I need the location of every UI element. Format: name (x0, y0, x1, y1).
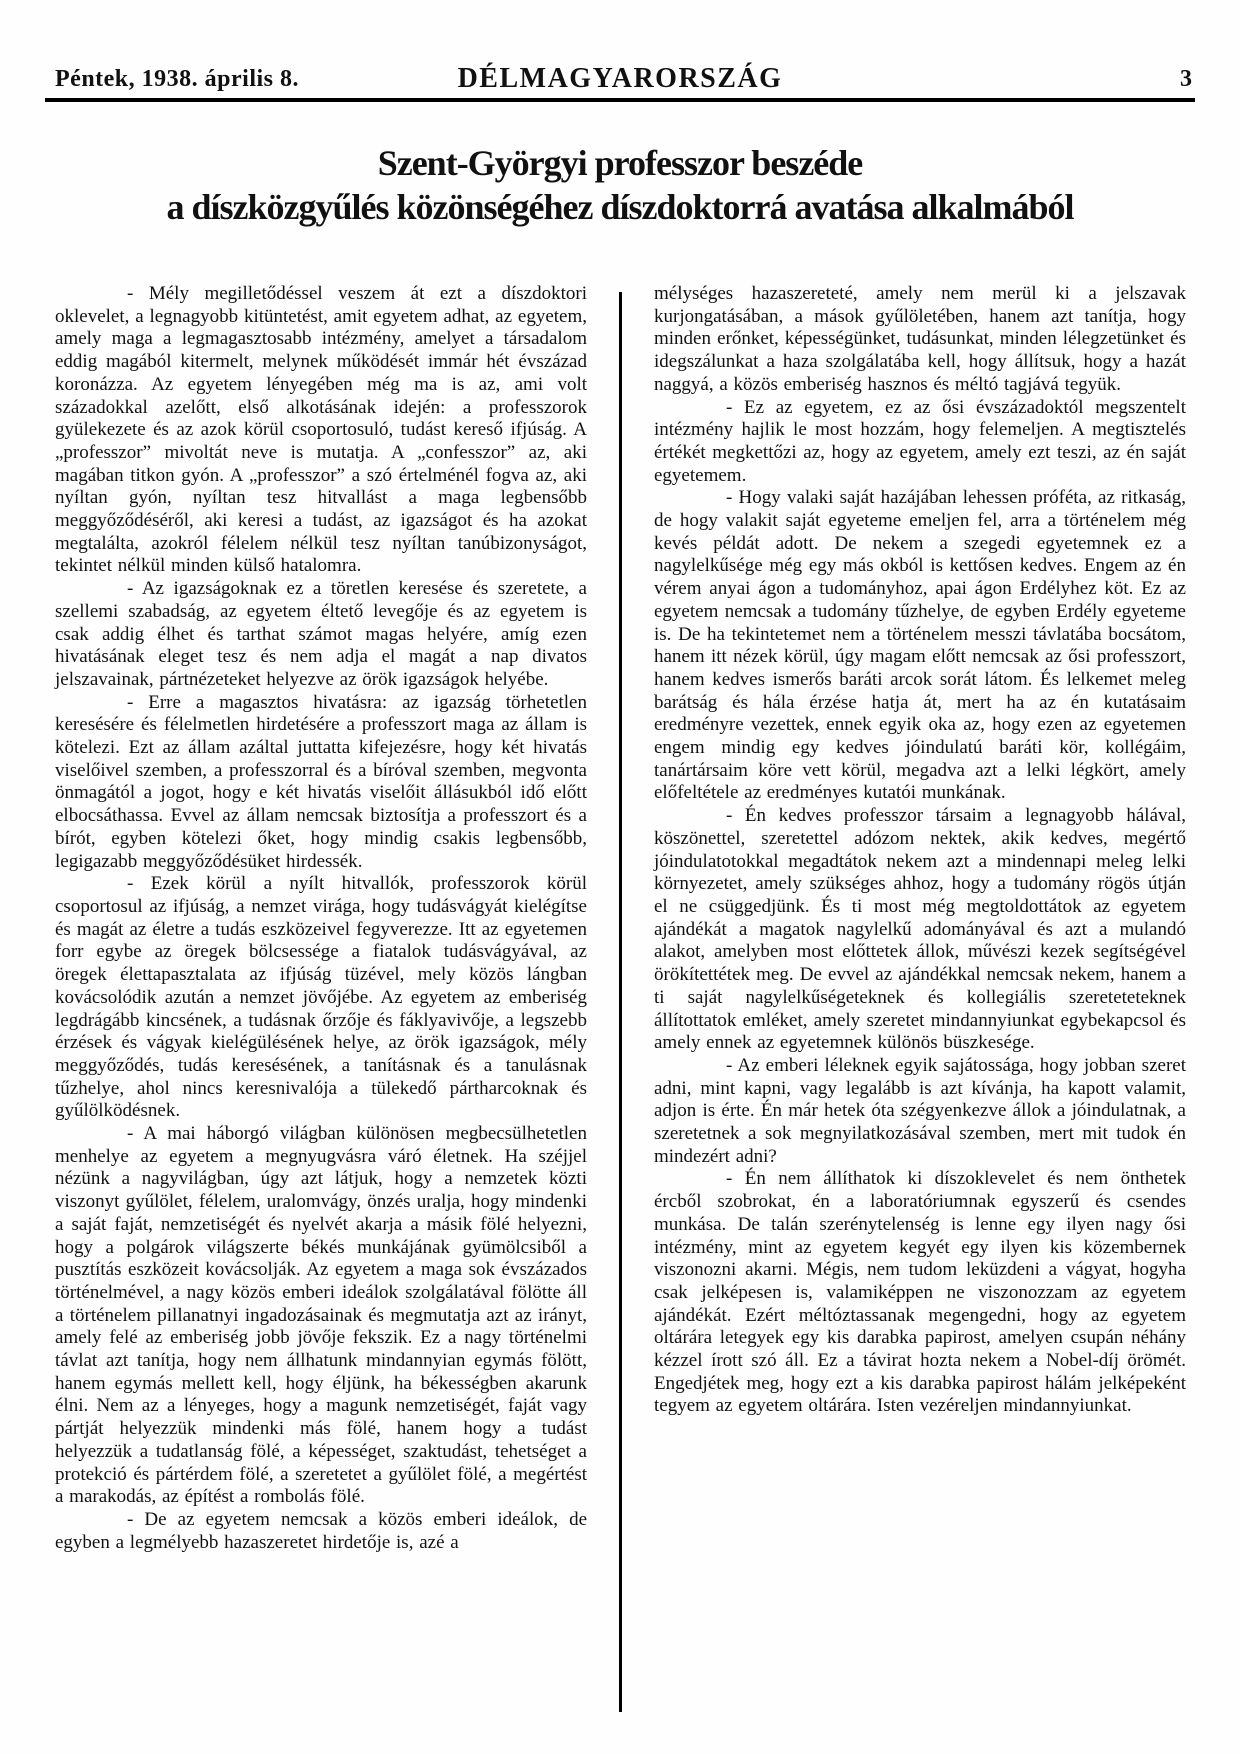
paragraph-left-1: - Mély megilletődéssel veszem át ezt a díszdoktori oklevelet, a legnagyobb kitüntetést, amit egyetem adhat, az egyetem, amely maga a legmagasztosabb intézmény, amelyet a társadalom eddig magából kitermelt, melynek működését immár hét évszázad koronázza. Az egyetem lényegében még ma is az, ami volt századokkal azelőtt, első alkotásának idején: a professzorok gyülekezete és az azok körül csoportosuló, tudást kereső ifjúság. A „professzor” mivoltát neve is mutatja. A „confesszor” az, aki magában titkon gyón. A „professzor” a szó értelménél fogva az, aki nyíltan gyón, nyíltan tesz hitvallást a maga legbensőbb meggyőződéséről, aki keresi a tudást, az igazságot és ha azokat megtalálta, azokról félelem nélkül tesz nyíltan tanúbizonyságot, tekintet nélkül minden külső hatalomra. (55, 283, 587, 577)
paragraph-left-4: - Ezek körül a nyílt hitvallók, professzorok körül csoportosul az ifjúság, a nemzet virága, hogy tudásvágyát kielégítse és magát az életre a tudás eszközeivel fegyverezze. Itt az egyetemen forr egybe az öregek bölcsessége a fiatalok tudásvágyával, az öregek élettapasztalata az ifjúság tüzével, mely közös lángban kovácsolódik azután a nemzet jövőjébe. Az egyetem az emberiség legdrágább kincsének, a tudásnak őrzője és fáklyavivője, a legszebb érzések és vágyak kielégülésének helye, az örök igazságok, mély meggyőződés, tudás keresésének, a tanításnak és a tanulásnak tűzhelye, ahol nincs keresnivalója a tülekedő pártharcoknak és gyűlölködésnek. (55, 873, 587, 1122)
paragraph-left-2: - Az igazságoknak ez a töretlen keresése és szeretete, a szellemi szabadság, az egyetem éltető levegője és az egyetem is csak addig élhet és tarthat számot magas helyére, amíg ezen hivatásának eleget tesz és nem adja el magát a nap divatos jelszavainak, pártnézeteket helyezve az örök igazságok helyébe. (55, 578, 587, 690)
header-rule (45, 98, 1195, 102)
issue-date: Péntek, 1938. április 8. (55, 66, 299, 92)
left-column (55, 283, 587, 1554)
right-column (654, 283, 1186, 1418)
headline-line-1: Szent-Györgyi professzor beszéde (377, 143, 863, 183)
paragraph-right-2: - Ez az egyetem, ez az ősi évszázadoktól megszentelt intézmény hajlik le most hozzám, hogy felemeljen. A megtisztelés értékét megkettőzi az, hogy az egyetem, amely ezt teszi, az én saját egyetemem. (654, 396, 1186, 486)
masthead-title: DÉLMAGYARORSZÁG (457, 63, 783, 94)
page-number: 3 (1180, 66, 1192, 92)
paragraph-right-4: - Én kedves professzor társaim a legnagyobb hálával, köszönettel, szeretettel adózom nektek, akik kedves, megértő jóindulatotokkal megadtátok nekem azt a mindennapi meleg lelki környezetet, amely szükséges ahhoz, hogy a tudomány rögös útján el ne csüggedjünk. És ti most még megtoldottátok az egyetem ajándékát a magatok nagylelkű adományával és azt a mulandó alakot, amelyben most előttetek állok, művészi kezek segítségével örökítettétek meg. De evvel az ajándékkal nemcsak nekem, hanem a ti saját nagylelkűségeteknek és kollegiális szereteteteknek állítottatok emléket, amely szeretet mindannyiunkat egybekapcsol és amely ennek az egyetemnek különös büszkesége. (654, 805, 1186, 1054)
paragraph-right-6: - Én nem állíthatok ki díszoklevelet és nem önthetek ércből szobrokat, én a laboratóriumnak egyszerű és csendes munkása. De talán szerénytelenség is lenne egy ilyen nagy ősi intézmény, mint az egyetem kegyét egy ilyen kis közembernek viszonozni akarni. Mégis, nem tudom leküzdeni a vágyat, hogyha csak jelképesen is, valamiképpen ne viszonozzam az egyetem ajándékát. Ezért méltóztassanak megengedni, hogy az egyetem oltárára letegyek egy kis darabka papirost, amelyen csupán néhány kézzel írott szó áll. Ez a távirat hozta nekem a Nobel-díj örömét. Engedjétek meg, hogy ezt a kis darabka papirost hálám jelképeként tegyem az egyetem oltárára. Isten vezéreljen mindannyiunkat. (654, 1168, 1186, 1417)
paragraph-left-5: - A mai háborgó világban különösen megbecsülhetetlen menhelye az egyetem a megnyugvásra váró életnek. Ha széjjel nézünk a nagyvilágban, úgy azt látjuk, hogy a nemzetek közti viszonyt gyűlölet, félelem, uralomvágy, önzés uralja, hogy mindenki a saját faját, nemzetiségét és nyelvét akarja a másik fölé helyezni, hogy a polgárok világszerte békés munkájának gyümölcsiből a pusztítás eszközeit kovácsolják. Az egyetem a maga sok évszázados történelmével, a nagy közös emberi ideálok szolgálatával fölötte áll a történelem pillanatnyi ingadozásainak és megmutatja azt az irányt, amely felé az emberiség jobb jövője fekszik. Ez a nagy történelmi távlat azt tanítja, hogy nem állhatunk mindannyian egymás fölött, hanem egymás mellett kell, hogy éljünk, ha békességben akarunk élni. Nem az a lényeges, hogy a magunk nemzetiségét, faját vagy pártját helyezzük mindenki más fölé, hanem hogy a tudást helyezzük a tudatlanság fölé, a képességet, szaktudást, tehetséget a protekció és pártérdem fölé, a szeretetet a gyűlölet fölé, a megértést a marakodás, az építést a rombolás fölé. (55, 1123, 587, 1508)
paragraph-left-6: - De az egyetem nemcsak a közös emberi ideálok, de egyben a legmélyebb hazaszeretet hirdetője is, azé a (55, 1508, 587, 1553)
article-headline (0, 141, 1240, 229)
paragraph-left-3: - Erre a magasztos hivatásra: az igazság törhetetlen keresésére és félelmetlen hirdetésére a professzort maga az állam is kötelezi. Ezt az állam azáltal juttatta kifejezésre, hogy két hivatás viselőivel szemben, a professzorral és a bíróval szemben, megvonta önmagától a jogot, hogy e két hivatás viselőit állásukból idő előtt elbocsáthassa. Evvel az állam nemcsak biztosítja a professzort és a bírót, egyben kötelezi őket, hogy mindig csakis legbensőbb, legigazabb meggyőződésüket hirdessék. (55, 691, 587, 872)
paragraph-right-3: - Hogy valaki saját hazájában lehessen próféta, az ritkaság, de hogy valakit saját egyeteme emeljen fel, arra a történelem még kevés példát adott. De nekem a szegedi egyetemnek ez a nagylelkűsége még egy más okból is kettősen kedves. Engem az én vérem anyai ágon a tudományhoz, apai ágon Erdélyhez köt. Ez az egyetem nemcsak a tudomány tűzhelye, de egyben Erdély egyeteme is. De ha tekintetemet nem a történelem messzi távlatába bocsátom, hanem itt nézek körül, úgy magam előtt nemcsak az ősi professzort, hanem kedves ismerős baráti arcok sorát látom. És lelkemet meleg barátság és hála érzése hatja át, mert ha az én kutatásaim eredményre vezettek, ennek egyik oka az, hogy ezen az egyetemen engem mindig egy kedves jóindulatú baráti kör, kollégáim, tanártársaim köre vett körül, megadva azt a lelki légkört, amely előfeltétele az eredményes kutatói munkának. (654, 487, 1186, 804)
paragraph-right-5: - Az emberi léleknek egyik sajátossága, hogy jobban szeret adni, mint kapni, vagy legalább is azt kívánja, ha kapott valamit, adjon is érte. Én már hetek óta szégyenkezve állok a jóindulatnak, a szeretetnek a sok megnyilatkozásával szemben, mert mit tudok én mindezért adni? (654, 1054, 1186, 1167)
headline-line-2: a díszközgyűlés közönségéhez díszdoktorrá avatása alkalmából (166, 187, 1074, 227)
column-divider (619, 292, 622, 1712)
paragraph-right-1-continuation: mélységes hazaszereteté, amely nem merül ki a jelszavak kurjongatásában, a mások gyűlöletében, hanem azt tanítja, hogy minden erőnket, képességünket, tudásunkat, minden lélegzetünket és idegszálunkat a haza szolgálatába kell, hogy állítsuk, hogy a hazát naggyá, a közös emberiség hasznos és méltó tagjává tegyük. (654, 283, 1186, 395)
